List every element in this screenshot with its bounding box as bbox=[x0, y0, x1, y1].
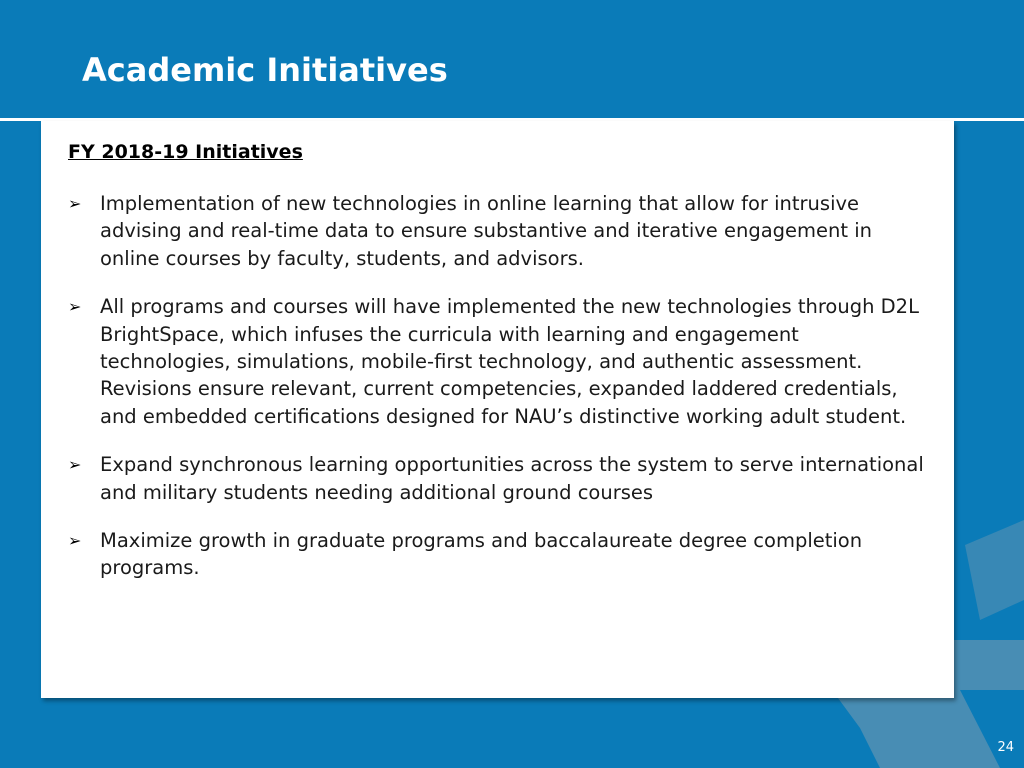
arrow-bullet-icon: ➢ bbox=[68, 455, 82, 475]
section-heading: FY 2018-19 Initiatives bbox=[68, 141, 303, 163]
bullet-text: Maximize growth in graduate programs and baccalaureate degree completion programs. bbox=[100, 529, 863, 580]
content-panel bbox=[41, 121, 954, 698]
bullet-text: Expand synchronous learning opportunities across the system to serve international and military students needing additional ground courses bbox=[100, 453, 924, 504]
initiatives-list bbox=[68, 190, 954, 582]
list-item bbox=[68, 527, 930, 582]
bullet-text: Implementation of new technologies in online learning that allow for intrusive advising and real-time data to ensure substantive and iterative engagement in online courses by faculty, students, and advisors. bbox=[100, 192, 873, 270]
page-number: 24 bbox=[997, 740, 1014, 755]
list-item bbox=[68, 190, 930, 272]
bullet-text: All programs and courses will have implemented the new technologies through D2L BrightSpace, which infuses the curricula with learning and engagement technologies, simulations, mobile-first technology, and authentic assessment. Revisions ensure relevant, current competencies, expanded laddered credentials, and embedded certifications designed for NAU’s distinctive working adult student. bbox=[100, 295, 919, 428]
arrow-bullet-icon: ➢ bbox=[68, 297, 82, 317]
arrow-bullet-icon: ➢ bbox=[68, 531, 82, 551]
list-item bbox=[68, 293, 930, 430]
list-item bbox=[68, 451, 930, 506]
arrow-bullet-icon: ➢ bbox=[68, 194, 82, 213]
slide-title: Academic Initiatives bbox=[82, 51, 448, 89]
